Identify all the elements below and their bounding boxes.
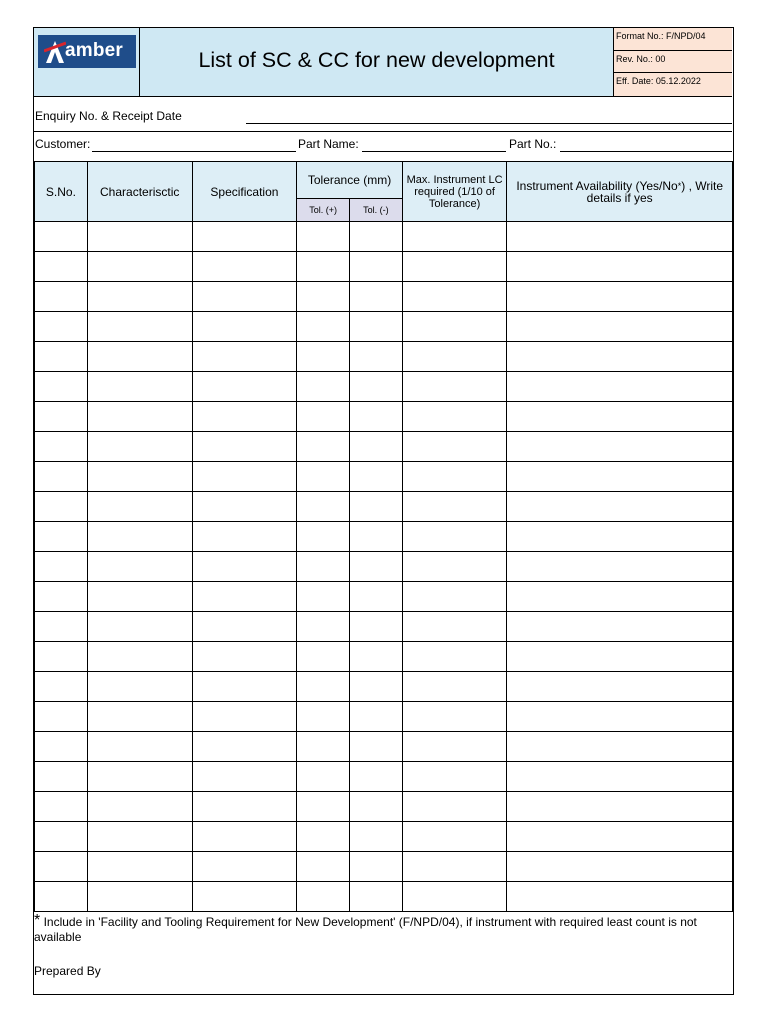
footnote-star: * xyxy=(34,912,41,929)
table-cell[interactable] xyxy=(87,792,192,822)
table-cell[interactable] xyxy=(192,672,297,702)
table-cell[interactable] xyxy=(35,642,88,672)
table-cell[interactable] xyxy=(402,852,507,882)
table-cell[interactable] xyxy=(402,222,507,252)
table-row xyxy=(35,762,733,792)
table-cell[interactable] xyxy=(297,462,350,492)
part-name-label: Part Name: xyxy=(298,137,359,151)
table-cell[interactable] xyxy=(297,822,350,852)
table-cell[interactable] xyxy=(297,882,350,912)
table-cell[interactable] xyxy=(192,642,297,672)
enquiry-field[interactable] xyxy=(246,123,732,124)
table-row xyxy=(35,642,733,672)
table-row xyxy=(35,612,733,642)
table-cell[interactable] xyxy=(87,882,192,912)
table-cell[interactable] xyxy=(297,342,350,372)
table-cell[interactable] xyxy=(507,282,733,312)
table-row xyxy=(35,402,733,432)
col-instrument xyxy=(507,162,733,222)
table-cell[interactable] xyxy=(297,642,350,672)
rev-no: Rev. No.: 00 xyxy=(614,51,732,74)
table-cell[interactable] xyxy=(350,612,403,642)
part-name-field[interactable] xyxy=(362,151,506,152)
table-cell[interactable] xyxy=(35,822,88,852)
table-cell[interactable] xyxy=(297,252,350,282)
table-cell[interactable] xyxy=(35,342,88,372)
table-cell[interactable] xyxy=(402,522,507,552)
table-cell[interactable] xyxy=(297,222,350,252)
table-cell[interactable] xyxy=(402,882,507,912)
instrument-star: * xyxy=(677,180,682,191)
instrument-label-b: ) , Write details if yes xyxy=(586,178,724,205)
table-cell[interactable] xyxy=(192,522,297,552)
table-cell[interactable] xyxy=(402,492,507,522)
table-cell[interactable] xyxy=(87,582,192,612)
table-cell[interactable] xyxy=(350,732,403,762)
table-cell[interactable] xyxy=(297,672,350,702)
table-cell[interactable] xyxy=(297,702,350,732)
table-cell[interactable] xyxy=(402,342,507,372)
table-cell[interactable] xyxy=(402,312,507,342)
table-cell[interactable] xyxy=(507,822,733,852)
table-cell[interactable] xyxy=(297,732,350,762)
table-row xyxy=(35,792,733,822)
table-cell[interactable] xyxy=(350,432,403,462)
table-cell[interactable] xyxy=(350,852,403,882)
table-cell[interactable] xyxy=(402,552,507,582)
table-cell[interactable] xyxy=(35,252,88,282)
table-cell[interactable] xyxy=(507,522,733,552)
table-row xyxy=(35,282,733,312)
footnote xyxy=(34,912,732,945)
amber-logo-icon xyxy=(44,39,66,64)
table-cell[interactable] xyxy=(350,552,403,582)
table-cell[interactable] xyxy=(350,402,403,432)
table-cell[interactable] xyxy=(297,312,350,342)
table-cell[interactable] xyxy=(350,252,403,282)
table-cell[interactable] xyxy=(402,402,507,432)
table-cell[interactable] xyxy=(402,252,507,282)
table-row xyxy=(35,462,733,492)
table-cell[interactable] xyxy=(350,582,403,612)
table-cell[interactable] xyxy=(350,342,403,372)
table-cell[interactable] xyxy=(297,792,350,822)
table-cell[interactable] xyxy=(507,882,733,912)
table-cell[interactable] xyxy=(192,732,297,762)
table-cell[interactable] xyxy=(297,432,350,462)
customer-field[interactable] xyxy=(92,151,296,152)
page-title: List of SC & CC for new development xyxy=(198,48,555,72)
table-cell[interactable] xyxy=(192,852,297,882)
footnote-text: Include in 'Facility and Tooling Requirement for New Development' (F/NPD/04), if instrument with required least count is not available xyxy=(34,915,697,944)
table-cell[interactable] xyxy=(507,852,733,882)
instrument-label-a: Instrument Availability (Yes/No xyxy=(516,178,678,193)
col-max-lc: Max. Instrument LC required (1/10 of Tolerance) xyxy=(402,162,507,222)
table-cell[interactable] xyxy=(350,672,403,702)
table-cell[interactable] xyxy=(87,402,192,432)
table-cell[interactable] xyxy=(35,792,88,822)
table-cell[interactable] xyxy=(350,762,403,792)
table-cell[interactable] xyxy=(87,852,192,882)
table-cell[interactable] xyxy=(35,672,88,702)
table-cell[interactable] xyxy=(35,492,88,522)
table-cell[interactable] xyxy=(350,792,403,822)
table-cell[interactable] xyxy=(507,792,733,822)
table-cell[interactable] xyxy=(402,822,507,852)
table-cell[interactable] xyxy=(350,882,403,912)
col-sno: S.No. xyxy=(35,162,88,222)
table-cell[interactable] xyxy=(350,372,403,402)
table-cell[interactable] xyxy=(87,762,192,792)
table-cell[interactable] xyxy=(350,282,403,312)
table-cell[interactable] xyxy=(402,372,507,402)
table-row xyxy=(35,492,733,522)
table-cell[interactable] xyxy=(87,312,192,342)
table-cell[interactable] xyxy=(192,492,297,522)
table-cell[interactable] xyxy=(192,762,297,792)
table-cell[interactable] xyxy=(507,462,733,492)
table-cell[interactable] xyxy=(35,732,88,762)
table-cell[interactable] xyxy=(35,462,88,492)
table-cell[interactable] xyxy=(350,312,403,342)
form-sheet xyxy=(33,27,734,995)
table-cell[interactable] xyxy=(87,822,192,852)
table-cell[interactable] xyxy=(402,792,507,822)
table-cell[interactable] xyxy=(87,492,192,522)
table-cell[interactable] xyxy=(192,282,297,312)
table-cell[interactable] xyxy=(192,342,297,372)
table-row xyxy=(35,342,733,372)
table-row xyxy=(35,432,733,462)
table-cell[interactable] xyxy=(35,552,88,582)
table-cell[interactable] xyxy=(507,612,733,642)
table-cell[interactable] xyxy=(297,612,350,642)
table-cell[interactable] xyxy=(402,612,507,642)
characteristics-table xyxy=(34,161,733,912)
table-cell[interactable] xyxy=(402,462,507,492)
table-row xyxy=(35,672,733,702)
table-cell[interactable] xyxy=(507,432,733,462)
table-cell[interactable] xyxy=(192,612,297,642)
table-cell[interactable] xyxy=(297,552,350,582)
title-cell xyxy=(140,28,614,96)
part-no-field[interactable] xyxy=(560,151,732,152)
table-cell[interactable] xyxy=(192,222,297,252)
table-cell[interactable] xyxy=(297,582,350,612)
table-cell[interactable] xyxy=(87,702,192,732)
table-row xyxy=(35,732,733,762)
table-cell[interactable] xyxy=(402,642,507,672)
table-cell[interactable] xyxy=(192,552,297,582)
table-cell[interactable] xyxy=(192,432,297,462)
table-cell[interactable] xyxy=(402,432,507,462)
table-cell[interactable] xyxy=(402,732,507,762)
table-cell[interactable] xyxy=(35,882,88,912)
table-cell[interactable] xyxy=(192,792,297,822)
table-cell[interactable] xyxy=(507,582,733,612)
table-body xyxy=(35,222,733,912)
table-cell[interactable] xyxy=(350,642,403,672)
table-cell[interactable] xyxy=(350,492,403,522)
table-cell[interactable] xyxy=(87,342,192,372)
table-row xyxy=(35,702,733,732)
col-specification: Specification xyxy=(192,162,297,222)
table-cell[interactable] xyxy=(192,582,297,612)
table-cell[interactable] xyxy=(35,612,88,642)
table-cell[interactable] xyxy=(87,222,192,252)
table-cell[interactable] xyxy=(35,522,88,552)
logo-cell xyxy=(34,28,140,96)
table-cell[interactable] xyxy=(507,492,733,522)
table-row xyxy=(35,552,733,582)
eff-date: Eff. Date: 05.12.2022 xyxy=(614,73,732,96)
table-cell[interactable] xyxy=(507,342,733,372)
table-cell[interactable] xyxy=(35,402,88,432)
table-cell[interactable] xyxy=(192,402,297,432)
table-cell[interactable] xyxy=(507,312,733,342)
table-cell[interactable] xyxy=(350,702,403,732)
table-cell[interactable] xyxy=(297,372,350,402)
table-cell[interactable] xyxy=(297,282,350,312)
table-cell[interactable] xyxy=(35,222,88,252)
customer-label: Customer: xyxy=(35,137,91,151)
table-cell[interactable] xyxy=(192,252,297,282)
table-cell[interactable] xyxy=(402,582,507,612)
table-row xyxy=(35,372,733,402)
table-cell[interactable] xyxy=(507,222,733,252)
table-cell[interactable] xyxy=(297,762,350,792)
amber-logo xyxy=(38,35,136,68)
format-no: Format No.: F/NPD/04 xyxy=(614,28,732,51)
table-cell[interactable] xyxy=(87,432,192,462)
divider xyxy=(34,131,732,132)
table-cell[interactable] xyxy=(350,822,403,852)
form-header xyxy=(34,28,732,97)
table-cell[interactable] xyxy=(350,222,403,252)
table-cell[interactable] xyxy=(402,672,507,702)
table-cell[interactable] xyxy=(297,522,350,552)
table-row xyxy=(35,222,733,252)
table-cell[interactable] xyxy=(350,522,403,552)
table-row xyxy=(35,582,733,612)
table-cell[interactable] xyxy=(87,522,192,552)
table-cell[interactable] xyxy=(297,402,350,432)
table-row xyxy=(35,852,733,882)
table-cell[interactable] xyxy=(350,462,403,492)
table-cell[interactable] xyxy=(87,372,192,402)
col-tol-minus: Tol. (-) xyxy=(350,199,403,222)
table-cell[interactable] xyxy=(35,432,88,462)
table-cell[interactable] xyxy=(402,762,507,792)
table-cell[interactable] xyxy=(192,462,297,492)
table-cell[interactable] xyxy=(507,702,733,732)
table-cell[interactable] xyxy=(87,672,192,702)
table-cell[interactable] xyxy=(87,612,192,642)
table-cell[interactable] xyxy=(402,702,507,732)
table-cell[interactable] xyxy=(87,552,192,582)
table-cell[interactable] xyxy=(35,852,88,882)
table-cell[interactable] xyxy=(192,372,297,402)
table-cell[interactable] xyxy=(507,762,733,792)
logo-text: amber xyxy=(65,40,124,61)
table-cell[interactable] xyxy=(87,252,192,282)
table-cell[interactable] xyxy=(507,252,733,282)
table-cell[interactable] xyxy=(35,762,88,792)
table-cell[interactable] xyxy=(87,732,192,762)
table-cell[interactable] xyxy=(35,312,88,342)
table-cell[interactable] xyxy=(192,822,297,852)
table-cell[interactable] xyxy=(507,372,733,402)
enquiry-label: Enquiry No. & Receipt Date xyxy=(35,109,182,123)
table-cell[interactable] xyxy=(402,282,507,312)
table-row xyxy=(35,522,733,552)
table-cell[interactable] xyxy=(507,552,733,582)
table-cell[interactable] xyxy=(192,882,297,912)
table-row xyxy=(35,882,733,912)
table-cell[interactable] xyxy=(507,672,733,702)
table-cell[interactable] xyxy=(507,402,733,432)
part-no-label: Part No.: xyxy=(509,137,557,151)
table-cell[interactable] xyxy=(507,732,733,762)
table-cell[interactable] xyxy=(297,852,350,882)
col-characteristic: Characterisctic xyxy=(87,162,192,222)
col-tol-plus: Tol. (+) xyxy=(297,199,350,222)
table-cell[interactable] xyxy=(35,582,88,612)
table-cell[interactable] xyxy=(297,492,350,522)
table-cell[interactable] xyxy=(87,282,192,312)
table-cell[interactable] xyxy=(87,642,192,672)
prepared-by-label: Prepared By xyxy=(34,964,101,978)
table-cell[interactable] xyxy=(35,702,88,732)
table-cell[interactable] xyxy=(507,642,733,672)
table-row xyxy=(35,312,733,342)
table-cell[interactable] xyxy=(192,702,297,732)
col-tolerance: Tolerance (mm) xyxy=(297,162,403,199)
table-cell[interactable] xyxy=(35,282,88,312)
table-cell[interactable] xyxy=(192,312,297,342)
table-cell[interactable] xyxy=(35,372,88,402)
table-row xyxy=(35,822,733,852)
table-row xyxy=(35,252,733,282)
table-cell[interactable] xyxy=(87,462,192,492)
